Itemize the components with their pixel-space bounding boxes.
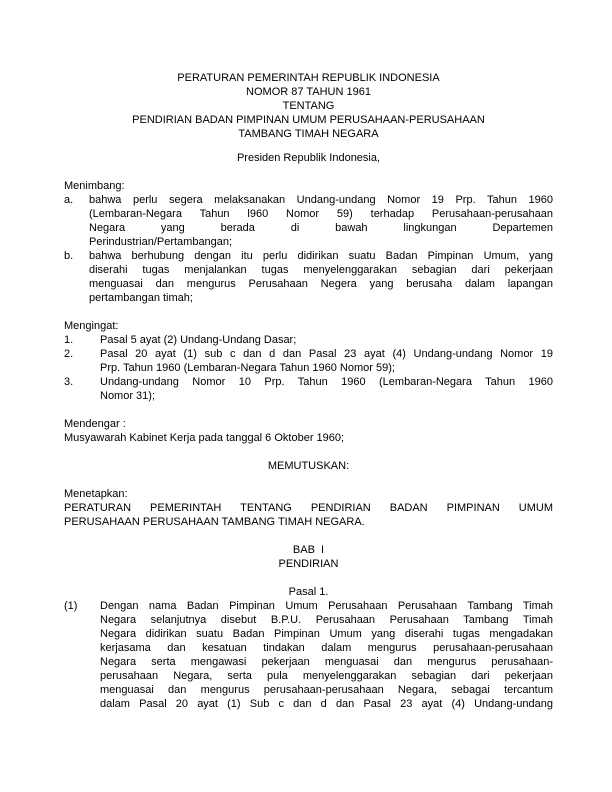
item-marker: (1) <box>64 600 78 612</box>
spacer <box>64 571 553 585</box>
mengingat-item-1-text <box>100 333 553 347</box>
text-line: bahwa perlu segera melaksanakan Undang-undang Nomor 19 Prp. Tahun 1960 <box>89 194 553 206</box>
item-marker: 3. <box>64 376 74 388</box>
pasal-item-1-text <box>100 599 553 711</box>
menimbang-item-a-text <box>89 193 553 249</box>
mendengar-text: Musyawarah Kabinet Kerja pada tanggal 6 Oktober 1960; <box>64 432 345 444</box>
text-line: menguasai dan mengurus perusahaan-perusahaan Negara, sebagai tercantum <box>100 684 553 696</box>
spacer <box>64 445 553 459</box>
bab-number: BAB I <box>292 544 325 556</box>
menimbang-item-b-text <box>89 249 553 305</box>
mengingat-item-1 <box>64 333 553 347</box>
title-line-2: NOMOR 87 TAHUN 1961 <box>246 86 371 98</box>
spacer <box>64 473 553 487</box>
text-line: Undang-undang Nomor 10 Prp. Tahun 1960 (Lembaran-Negara Tahun 1960 <box>100 376 553 388</box>
spacer <box>64 403 553 417</box>
text-line: Prp. Tahun 1960 (Lembaran-Negara Tahun 1960 Nomor 59); <box>100 362 395 374</box>
spacer <box>64 305 553 319</box>
menimbang-label: Menimbang: <box>64 180 125 192</box>
pasal-item-1 <box>64 599 553 711</box>
mengingat-item-2-text <box>100 347 553 375</box>
text-line: Negara selanjutnya disebut B.P.U. Perusahaan Perusahaan Tambang Timah <box>100 614 553 626</box>
text-line: Negara didirikan suatu Badan Pimpinan Umum yang diserahi tugas mengadakan <box>100 628 553 640</box>
item-marker: a. <box>64 194 74 206</box>
mengingat-item-3-text <box>100 375 553 403</box>
mendengar-section <box>64 417 553 445</box>
text-line: PERUSAHAAN PERUSAHAAN TAMBANG TIMAH NEGARA. <box>64 516 365 528</box>
title-line-1: PERATURAN PEMERINTAH REPUBLIK INDONESIA <box>177 72 440 84</box>
text-line: Negara serta mengawasi pekerjaan menguasai dan mengurus perusahaan- <box>100 656 553 668</box>
menimbang-item-a <box>64 193 553 249</box>
text-line: bahwa berhubung dengan itu perlu didirikan suatu Badan Pimpinan Umum, yang <box>89 250 553 262</box>
text-line: perusahaan Negara, serta pula menyelenggarakan sebagian dari pekerjaan <box>100 670 553 682</box>
text-line: (Lembaran-Negara Tahun l960 Nomor 59) terhadap Perusahaan-perusahaan <box>89 208 553 220</box>
preamble-heading: Presiden Republik Indonesia, <box>236 152 381 164</box>
item-marker: b. <box>64 250 74 262</box>
title-line-4: PENDIRIAN BADAN PIMPINAN UMUM PERUSAHAAN-PERUSAHAAN <box>132 114 485 126</box>
mengingat-label: Mengingat: <box>64 320 119 332</box>
text-line: diserahi tugas menjalankan tugas menyelenggarakan sebagian dari pekerjaan <box>89 264 553 276</box>
title-line-5: TAMBANG TIMAH NEGARA <box>238 128 379 140</box>
text-line: Dengan nama Badan Pimpinan Umum Perusahaan Perusahaan Tambang Timah <box>100 600 553 612</box>
menetapkan-section <box>64 487 553 529</box>
text-line: Nomor 31); <box>100 390 156 402</box>
text-line: kerjasama dan kesatuan tindakan dalam mengurus perusahaan-perusahaan <box>100 642 553 654</box>
document-title-block <box>64 71 553 141</box>
text-line: Pasal 5 ayat (2) Undang-Undang Dasar; <box>100 334 297 346</box>
spacer <box>64 141 553 151</box>
text-line: menguasai dan mengurus Perusahaan Negera yang berusaha dalam lapangan <box>89 278 553 290</box>
text-line: dalam Pasal 20 ayat (1) Sub c dan d dan Pasal 23 ayat (4) Undang-undang <box>100 698 553 710</box>
mengingat-item-2 <box>64 347 553 375</box>
spacer <box>64 165 553 179</box>
text-line: pertambangan timah; <box>89 292 193 304</box>
item-marker: 2. <box>64 348 74 360</box>
mengingat-item-3 <box>64 375 553 403</box>
spacer <box>64 529 553 543</box>
menimbang-section <box>64 179 553 305</box>
text-line: Perindustrian/Pertambangan; <box>89 236 233 248</box>
menetapkan-label: Menetapkan: <box>64 488 128 500</box>
title-line-3: TENTANG <box>282 100 335 112</box>
menimbang-item-b <box>64 249 553 305</box>
mendengar-label: Mendengar : <box>64 418 126 430</box>
memutuskan-heading: MEMUTUSKAN: <box>267 460 350 472</box>
bab-title: PENDIRIAN <box>278 558 339 570</box>
text-line: PERATURAN PEMERINTAH TENTANG PENDIRIAN BADAN PIMPINAN UMUM <box>64 502 553 514</box>
item-marker: 1. <box>64 334 74 346</box>
text-line: Pasal 20 ayat (1) sub c dan d dan Pasal 23 ayat (4) Undang-undang Nomor 19 <box>100 348 553 360</box>
mengingat-section <box>64 319 553 403</box>
menetapkan-text <box>64 501 553 529</box>
text-line: Negara yang berada di bawah lingkungan Departemen <box>89 222 553 234</box>
pasal-heading: Pasal 1. <box>288 586 329 598</box>
